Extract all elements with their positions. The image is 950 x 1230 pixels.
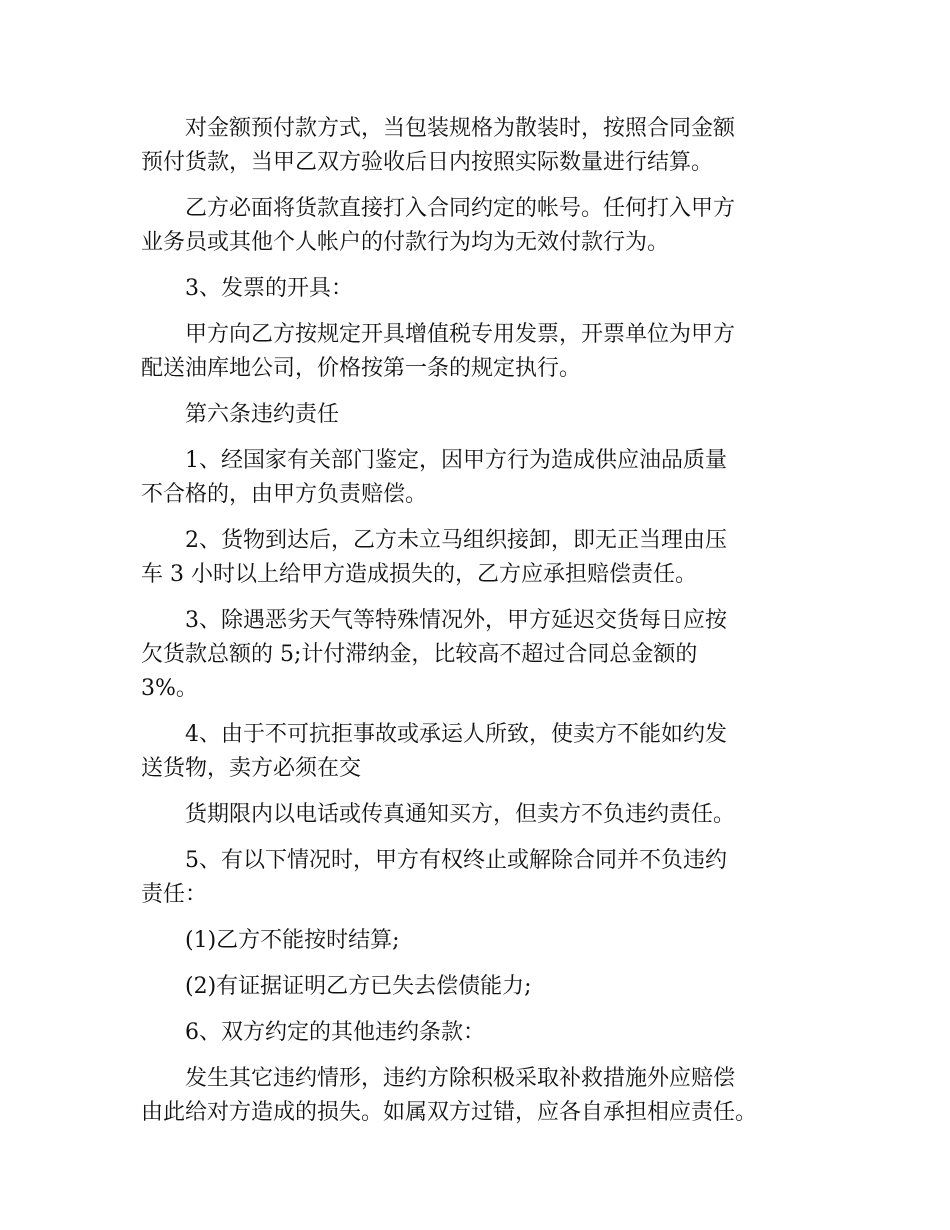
line: 业务员或其他个人帐户的付款行为均为无效付款行为。	[141, 230, 670, 255]
line: 送货物，卖方必须在交	[141, 756, 362, 781]
paragraph	[141, 112, 841, 180]
paragraph	[141, 718, 841, 786]
line: 4、由于不可抗拒事故或承运人所致，使卖方不能如约发	[185, 722, 727, 747]
line: (1)乙方不能按时结算;	[185, 928, 400, 953]
paragraph	[141, 844, 841, 912]
line: 预付货款，当甲乙双方验收后日内按照实际数量进行结算。	[141, 150, 714, 175]
line: (2)有证据证明乙方已失去偿债能力;	[185, 974, 532, 999]
list-item	[141, 924, 841, 958]
line: 1、经国家有关部门鉴定，因甲方行为造成供应油品质量	[185, 448, 727, 473]
line: 3%。	[141, 676, 198, 701]
paragraph	[141, 1016, 841, 1050]
document-body	[141, 112, 841, 1142]
line: 车 3 小时以上给甲方造成损失的，乙方应承担赔偿责任。	[141, 562, 697, 587]
line: 货期限内以电话或传真通知买方，但卖方不负违约责任。	[185, 802, 736, 827]
line: 配送油库地公司，价格按第一条的规定执行。	[141, 356, 582, 381]
paragraph	[141, 444, 841, 512]
section-heading	[141, 398, 841, 432]
paragraph	[141, 798, 841, 832]
line: 第六条违约责任	[185, 402, 340, 427]
line: 欠货款总额的 5;计付滞纳金，比较高不超过合同总金额的	[141, 642, 698, 667]
line: 不合格的，由甲方负责赔偿。	[141, 482, 428, 507]
line: 5、有以下情况时，甲方有权终止或解除合同并不负违约	[185, 848, 727, 873]
paragraph	[141, 524, 841, 592]
line: 3、发票的开具：	[185, 276, 353, 301]
line: 责任：	[141, 882, 208, 907]
line: 3、除遇恶劣天气等特殊情况外，甲方延迟交货每日应按	[185, 608, 727, 633]
paragraph	[141, 272, 841, 306]
list-item	[141, 970, 841, 1004]
line: 发生其它违约情形，违约方除积极采取补救措施外应赔偿	[185, 1066, 736, 1091]
paragraph	[141, 318, 841, 386]
line: 甲方向乙方按规定开具增值税专用发票，开票单位为甲方	[185, 322, 736, 347]
line: 由此给对方造成的损失。如属双方过错，应各自承担相应责任。	[141, 1100, 758, 1125]
paragraph	[141, 192, 841, 260]
line: 2、货物到达后，乙方未立马组织接卸，即无正当理由压	[185, 528, 727, 553]
paragraph	[141, 1062, 841, 1130]
paragraph	[141, 604, 841, 706]
line: 对金额预付款方式，当包装规格为散装时，按照合同金额	[185, 116, 736, 141]
line: 乙方必面将货款直接打入合同约定的帐号。任何打入甲方	[185, 196, 736, 221]
line: 6、双方约定的其他违约条款：	[185, 1020, 485, 1045]
